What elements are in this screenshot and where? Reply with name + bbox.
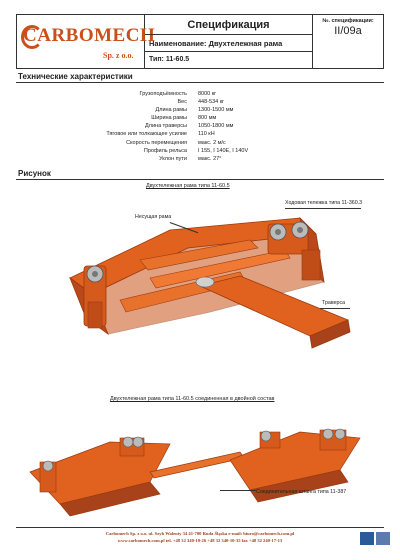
spec-value: 110 кН xyxy=(198,131,215,138)
spec-row xyxy=(80,147,320,155)
caption-top: Двухтележная рама типа 11-60.5 xyxy=(146,183,230,189)
spec-number-box xyxy=(313,15,383,68)
certification-badge-icon xyxy=(360,532,374,545)
spec-label: Грузоподъёмность xyxy=(139,91,187,97)
spec-label: Длина рамы xyxy=(155,107,187,114)
document-title: Спецификация xyxy=(145,15,313,35)
spec-value: 1300-1500 мм xyxy=(198,107,234,114)
tech-specs-divider xyxy=(16,82,384,83)
company-logo xyxy=(17,15,156,68)
drawing-heading: Рисунок xyxy=(18,169,51,178)
spec-label: Скорость перемещения xyxy=(126,139,187,146)
callout-bar-leader xyxy=(220,490,256,491)
spec-label: Длина траверсы xyxy=(145,123,187,130)
spec-row xyxy=(80,106,320,114)
spec-row xyxy=(80,130,320,138)
spec-value: 800 мм xyxy=(198,115,217,122)
spec-label: Тяговое или толкающее усилие xyxy=(106,131,187,138)
spec-row xyxy=(80,139,320,147)
callout-traverse-leader xyxy=(320,308,350,309)
tech-specs-heading: Технические характеристики xyxy=(18,72,133,81)
spec-row xyxy=(80,98,320,106)
spec-number-value: II/09a xyxy=(334,25,362,37)
spec-label: Профиль рельса xyxy=(143,147,187,154)
spec-value: 1050-1800 мм xyxy=(198,123,234,130)
footer-address: Carbomech Sp. z o.o. ul. Szyb Walenty 34 41-700 Ruda Śląska e-mail: biuro@carbomech.com.pl xyxy=(105,531,295,536)
spec-row xyxy=(80,90,320,98)
caption-bottom: Двухтележная рама типа 11-60.5 соединенная в двойной состав xyxy=(110,396,275,402)
double-frame-illustration xyxy=(0,412,400,522)
spec-label: Вес xyxy=(177,99,187,106)
spec-label: Ширина рамы xyxy=(151,115,187,122)
spec-value: макс. 27° xyxy=(198,155,222,162)
spec-value: 448-534 кг xyxy=(198,99,225,106)
spec-value: I 155, I 140E, I 140V xyxy=(198,147,249,154)
spec-value: 8000 кг xyxy=(198,91,217,97)
spec-label: Уклон пути xyxy=(159,155,187,162)
spec-row xyxy=(80,155,320,163)
product-type: Тип: 11-60.5 xyxy=(145,52,313,68)
tech-specs-table xyxy=(80,90,320,163)
spec-number-label: №. спецификации: xyxy=(322,18,374,24)
spec-row xyxy=(80,122,320,130)
frame-illustration xyxy=(0,190,400,390)
certification-badge-icon xyxy=(376,532,390,545)
document-footer xyxy=(16,527,384,551)
logo-text: CARBOMECH xyxy=(23,25,156,46)
callout-bogie-leader xyxy=(285,208,361,209)
callout-traverse: Траверса xyxy=(322,300,346,306)
callout-bogie: Ходовая тележка типа 11-360.3 xyxy=(285,200,363,206)
drawing-divider xyxy=(16,179,384,180)
logo-subtext: Sp. z o.o. xyxy=(103,51,134,60)
callout-connecting-bar: Соединительная штанга типа 11-387 xyxy=(256,489,347,495)
footer-contacts: www.carbomech.com.pl tel. +48 32 340-10-26 +48 32 340-10-35 fax +48 32 240-17-13 xyxy=(117,537,283,543)
document-header xyxy=(16,14,384,69)
product-name: Наименование: Двухтележная рама xyxy=(145,35,313,52)
spec-row xyxy=(80,114,320,122)
callout-frame: Несущая рама xyxy=(135,214,172,220)
spec-value: макс. 2 м/с xyxy=(198,139,226,146)
